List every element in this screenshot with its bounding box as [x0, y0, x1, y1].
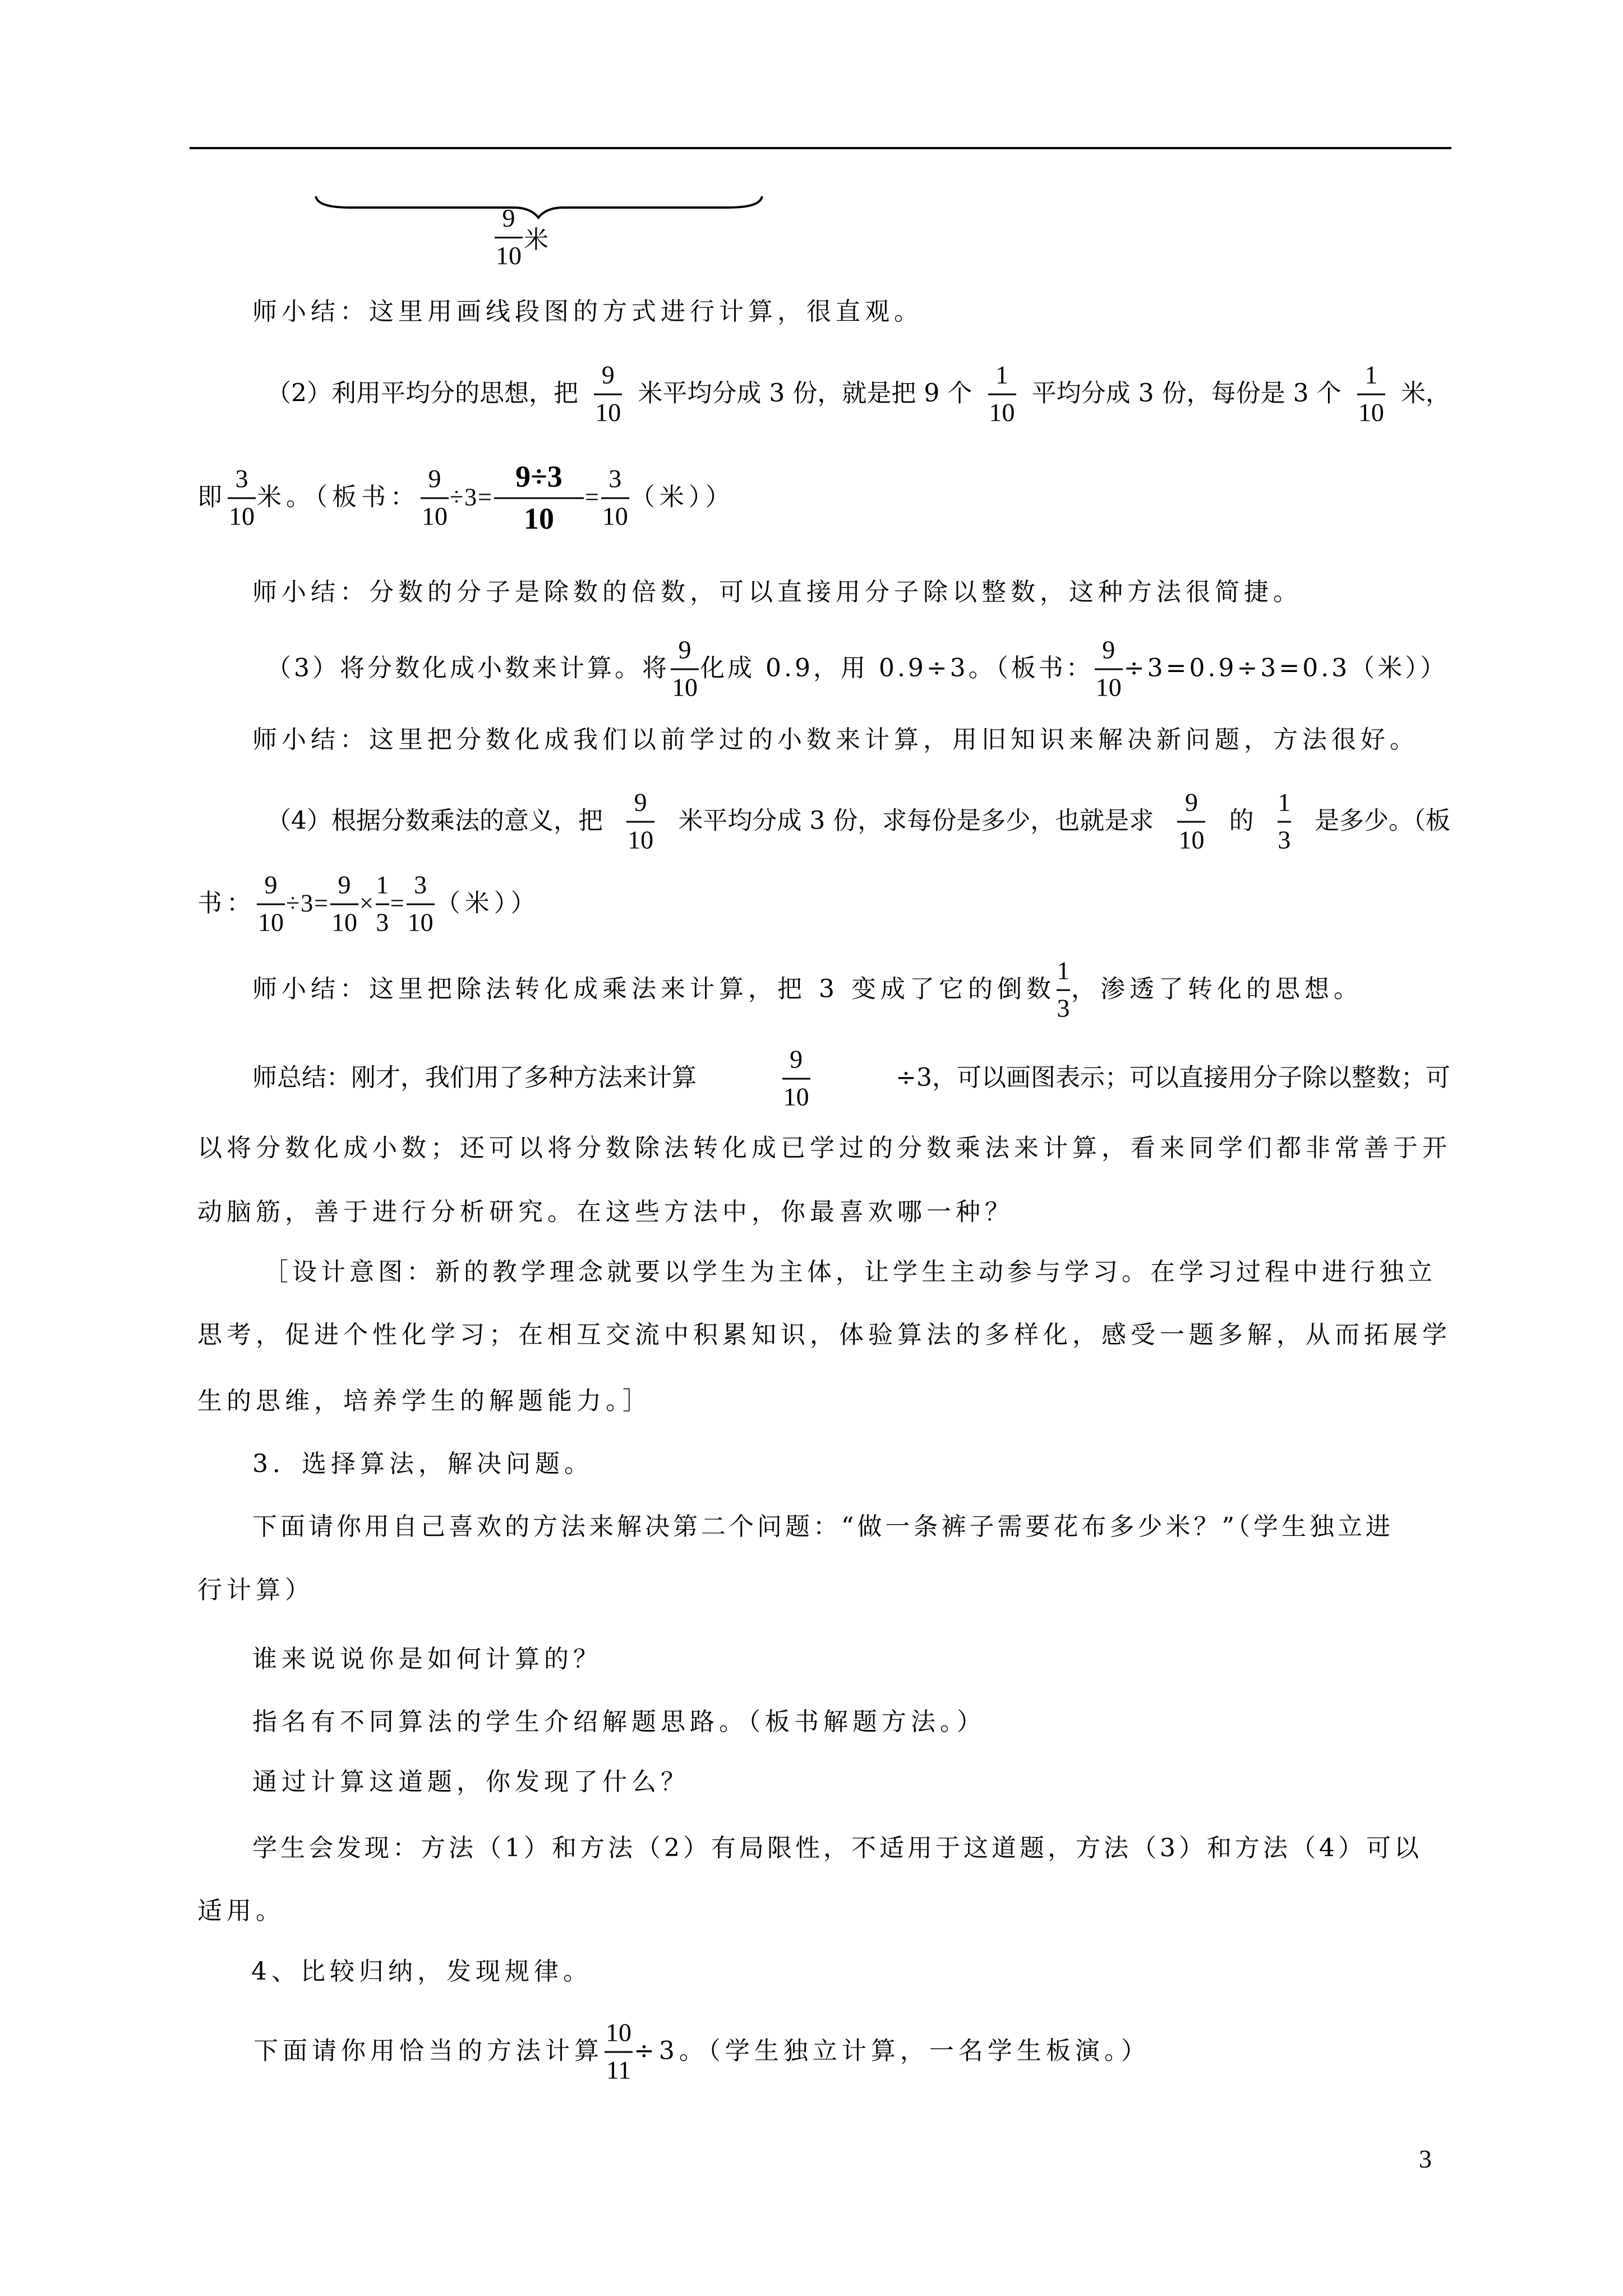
fraction: 3 10	[229, 464, 255, 531]
text: =	[584, 483, 600, 511]
text: ，渗透了转化的思想。	[1071, 974, 1363, 1004]
text: 4、比较归纳，发现规律。	[251, 1957, 592, 1986]
text: 下面请你用恰当的方法计算	[253, 2036, 603, 2065]
text: 米。（板书：	[257, 482, 419, 512]
fraction: 9 10	[422, 464, 448, 531]
fraction: 9 10	[1095, 635, 1122, 702]
text: （2）利用平均分的思想，把	[266, 379, 578, 408]
text: （4）根据分数乘法的意义，把	[266, 806, 603, 835]
fraction: 3 10	[602, 464, 628, 531]
fraction: 1 10	[989, 360, 1015, 427]
text: 师小结：分数的分子是除数的倍数，可以直接用分子除以整数，这种方法很简捷。	[252, 577, 1302, 606]
text: 米平均分成 3 份，求每份是多少，也就是求	[678, 806, 1154, 835]
text: 书：	[197, 889, 256, 918]
unit-label: 米	[524, 225, 548, 254]
text: 通过计算这道题，你发现了什么？	[252, 1767, 690, 1796]
text: 以将分数化成小数；还可以将分数除法转化成已学过的分数乘法来计算，看来同学们都非常善于开	[197, 1133, 1451, 1162]
text: 化成 0.9，用 0.9÷3。（板书：	[700, 654, 1094, 683]
text: 师小结：这里把除法转化成乘法来计算，把 3 变成了它的倒数	[252, 974, 1055, 1004]
text: 师小结：这里把分数化成我们以前学过的小数来计算，用旧知识来解决新问题，方法很好。	[252, 725, 1419, 754]
text: =	[390, 889, 405, 917]
fraction: 9÷3 10	[494, 462, 584, 534]
text: （3）将分数化成小数来计算。将	[266, 654, 670, 683]
fraction: 9 10	[672, 635, 698, 702]
brace-length-label	[494, 205, 548, 269]
text: 3．选择算法，解决问题。	[252, 1449, 593, 1478]
text: 学生会发现：方法（1）和方法（2）有局限性，不适用于这道题，方法（3）和方法（4）可以	[252, 1833, 1422, 1862]
text: 的	[1229, 806, 1254, 835]
fraction: 9 10	[783, 1045, 809, 1111]
text: 适用。	[197, 1896, 285, 1925]
fraction: 9 10	[331, 870, 357, 937]
text: 谁来说说你是如何计算的？	[252, 1644, 602, 1673]
text: 米，	[1401, 379, 1450, 408]
fraction: 9 10	[628, 788, 654, 854]
fraction: 1 3	[1278, 788, 1291, 854]
fraction: 9 10	[1178, 788, 1205, 854]
fraction: 3 10	[407, 870, 434, 937]
text: ÷3，可以画图表示；可以直接用分子除以整数；可	[896, 1063, 1450, 1092]
fraction: 9 10	[595, 360, 621, 427]
fraction: 1 10	[1358, 360, 1384, 427]
text: 生的思维，培养学生的解题能力。］	[197, 1386, 652, 1415]
text: ［设计意图：新的教学理念就要以学生为主体，让学生主动参与学习。在学习过程中进行独立	[264, 1257, 1436, 1286]
text: 动脑筋，善于进行分析研究。在这些方法中，你最喜欢哪一种？	[197, 1197, 1014, 1226]
text: ×	[359, 889, 375, 917]
fraction: 9 10	[496, 204, 522, 270]
text: 平均分成 3 份，每份是 3 个	[1031, 379, 1341, 408]
page-number: 3	[1419, 2145, 1432, 2173]
text: 即	[197, 482, 227, 512]
text: 下面请你用自己喜欢的方法来解决第二个问题：“做一条裤子需要花布多少米？”（学生独立进	[252, 1512, 1394, 1541]
fraction: 9 10	[258, 870, 284, 937]
text: 师小结：这里用画线段图的方式进行计算，很直观。	[252, 297, 923, 326]
text: ÷3=0.9÷3=0.3（米））	[1123, 654, 1448, 683]
text: 行计算）	[197, 1575, 314, 1604]
text: ÷3=	[286, 889, 329, 917]
text: 思考，促进个性化学习；在相互交流中积累知识，体验算法的多样化，感受一题多解，从而拓展学	[197, 1320, 1451, 1349]
text: （米））	[435, 889, 540, 918]
text: 米平均分成 3 份，就是把 9 个	[638, 379, 972, 408]
text: 师总结：刚才，我们用了多种方法来计算	[252, 1063, 697, 1092]
text: ÷3。（学生独立计算，一名学生板演。）	[634, 2036, 1150, 2065]
text: （米））	[630, 482, 735, 512]
header-rule	[190, 147, 1451, 149]
text: 指名有不同算法的学生介绍解题思路。（板书解题方法。）	[252, 1707, 986, 1736]
text: ÷3=	[450, 483, 493, 511]
fraction: 10 11	[606, 2018, 631, 2085]
fraction: 1 3	[1057, 956, 1070, 1023]
fraction: 1 3	[376, 870, 389, 937]
text: 是多少。（板	[1315, 806, 1450, 835]
